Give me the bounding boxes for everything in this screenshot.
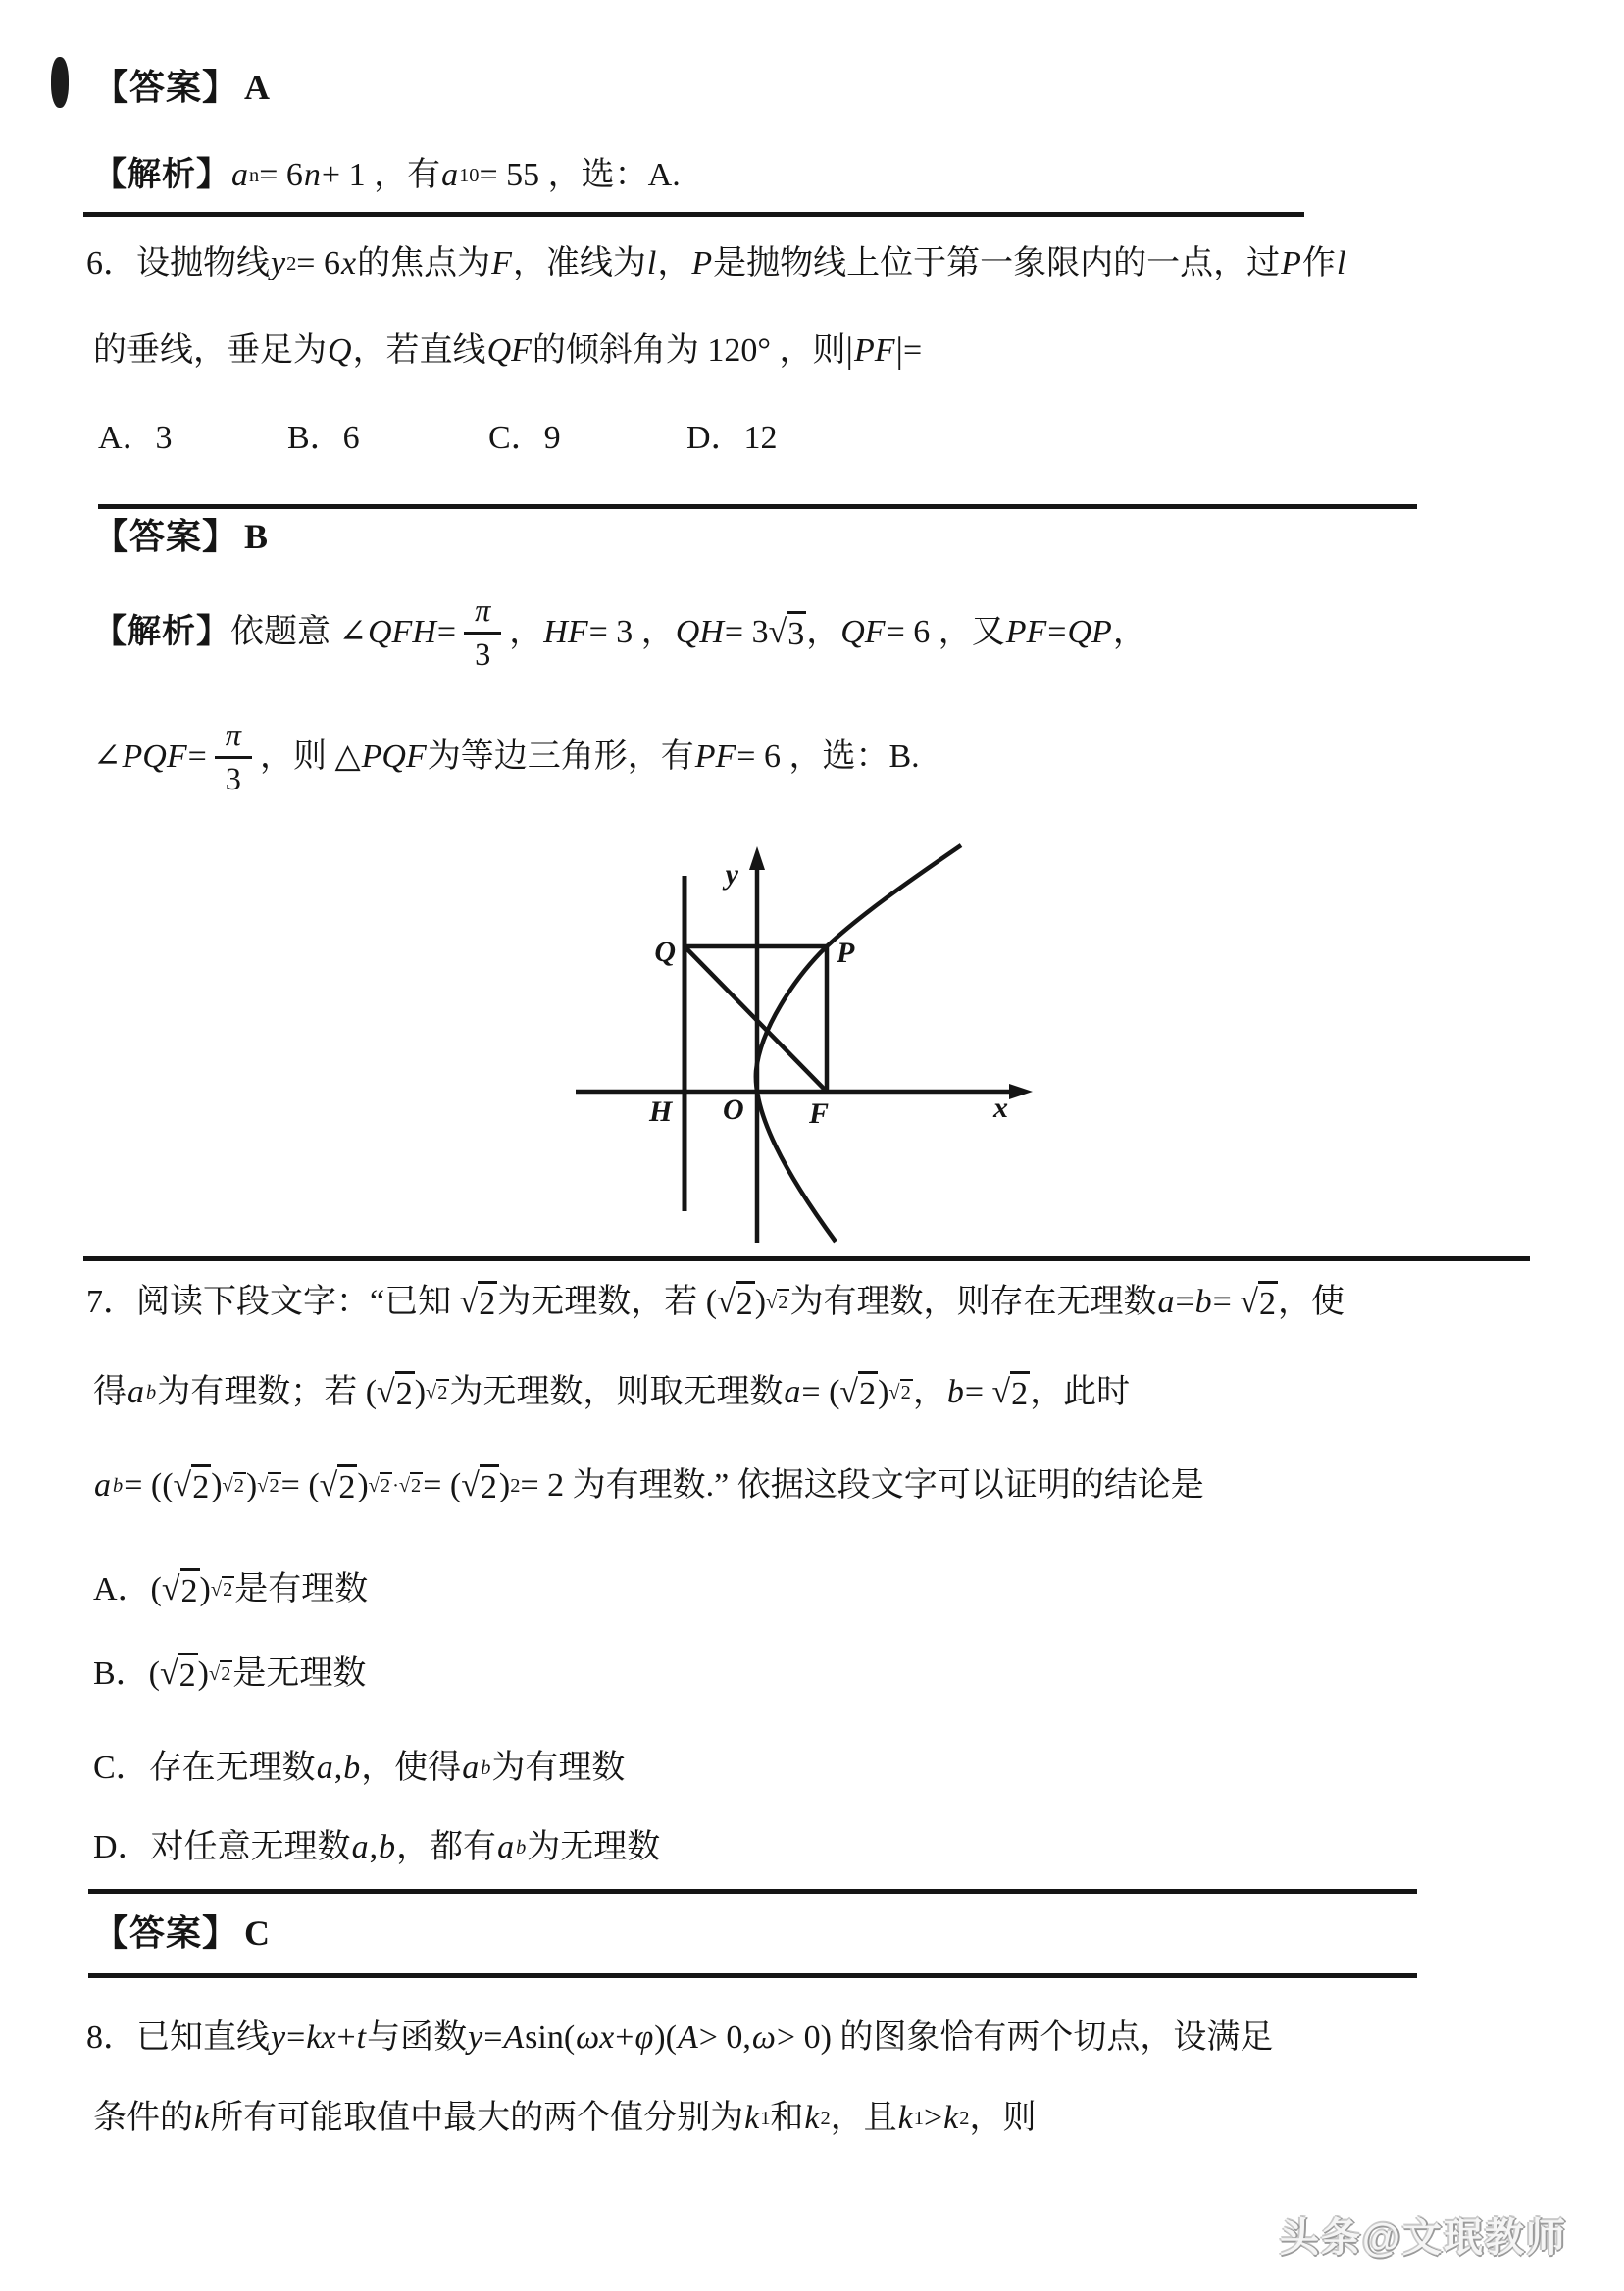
divider [88,1889,1417,1894]
point-label-F: F [809,1097,830,1130]
divider [88,1973,1417,1978]
question-6-option-a: A．3 [98,420,173,456]
question-6-line-1: 6．设抛物线 y 2 = 6 x 的焦点为 F ，准线为 l ， P 是抛物线上位于第一象限内的一点，过 P 作 l [86,245,1346,282]
solution-5: 【解析】 a n = 6 n + 1 ，有 a 10 = 55 ，选：A. [93,157,681,194]
y-axis-label: y [725,858,738,891]
scan-smudge [51,57,69,108]
divider [83,212,1304,217]
question-6-option-b: B．6 [287,420,360,456]
question-6-option-d: D．12 [686,420,778,456]
divider [83,1256,1530,1261]
question-8-line-1: 8．已知直线 y = kx + t 与函数 y = A sin( ωx + φ )( A > 0, ω > 0) 的图象恰有两个切点，设满足 [86,2019,1274,2057]
question-7-line-2: 得 a b 为有理数；若 (√ 2 ) √2 为无理数，则取无理数 a = (√ 2 ) √2 ， b = √ 2 ，此时 [93,1361,1130,1424]
y-axis-arrow-icon [749,846,765,870]
x-axis-arrow-icon [1009,1084,1033,1099]
parabola-curve [756,845,961,1242]
point-label-O: O [723,1094,744,1126]
point-label-Q: Q [654,936,676,968]
divider [98,504,1417,509]
question-7-option-a: A．(√ 2 ) √2 是有理数 [93,1560,368,1619]
question-7-line-3: a b = ((√ 2 ) √2 ) √2 = (√ 2 ) √2·√2 = (√ 2 ) 2 = 2 为有理数.” 依据这段文字可以证明的结论是 [93,1454,1204,1517]
answer-5: 【答案】 A [93,68,272,108]
question-7-option-c: C．存在无理数 a , b ，使得 a b 为有理数 [93,1750,626,1787]
question-6-options-row [0,419,1624,468]
point-label-P: P [837,937,855,969]
question-6-option-c: C．9 [488,420,561,456]
solution-6-line-2: ∠ PQF = π 3 ，则 △ PQF 为等边三角形，有 PF = 6 ，选：B. [93,716,920,796]
x-axis-label: x [993,1092,1008,1124]
question-7-option-b: B．(√ 2 ) √2 是无理数 [93,1645,366,1704]
answer-6: 【答案】 B [93,517,270,557]
question-7-line-1: 7．阅读下段文字：“已知 √ 2 为无理数，若 (√ 2 ) √2 为有理数，则存在无理数 a = b = √ 2 ，使 [86,1271,1345,1334]
question-7-option-d: D．对任意无理数 a , b ，都有 a b 为无理数 [93,1829,661,1866]
question-6-line-2: 的垂线，垂足为 Q ，若直线 QF 的倾斜角为 120° ，则 | PF | = [93,331,923,372]
answer-7: 【答案】 C [93,1913,272,1954]
parabola-figure [574,819,1035,1250]
point-label-H: H [649,1095,673,1128]
solution-6-line-1: 【解析】 依题意 ∠ QFH = π 3 ， HF = 3 ， QH = 3√ 3 ， QF = 6 ，又 PF = QP ， [93,591,1146,672]
question-8-line-2: 条件的 k 所有可能取值中最大的两个值分别为 k 1 和 k 2 ，且 k 1 > k 2 ，则 [93,2100,1037,2137]
footer-watermark: 头条@文珉教师 [1280,2216,1568,2260]
